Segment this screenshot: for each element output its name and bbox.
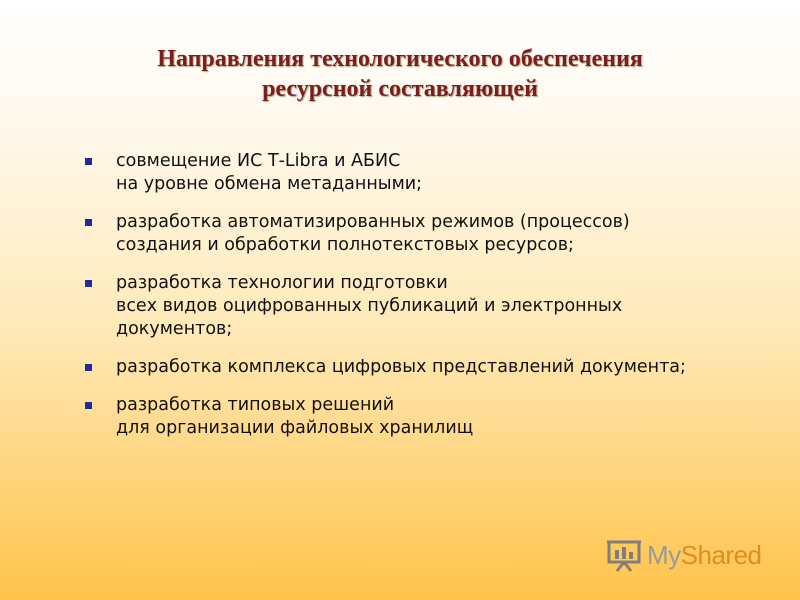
square-bullet-icon (85, 364, 92, 371)
slide-title-line: Направления технологического обеспечения (157, 46, 643, 72)
slide-title-line: ресурсной составляющей (262, 76, 538, 102)
list-item (82, 356, 762, 379)
list-item (82, 272, 762, 341)
square-bullet-icon (85, 219, 92, 226)
list-item-text: разработка типовых решений (116, 395, 395, 415)
presentation-board-icon (605, 538, 643, 572)
list-item-text: совмещение ИС Т-Libra и АБИС (116, 151, 401, 171)
list-item-text: на уровне обмена метаданными; (116, 174, 423, 194)
list-item (82, 150, 762, 196)
bullet-list (82, 150, 762, 455)
list-item (82, 394, 762, 440)
watermark-text-shared: Shared (680, 540, 762, 570)
myshared-watermark[interactable] (605, 538, 765, 574)
list-item-text: для организации файловых хранилищ (116, 418, 474, 438)
watermark-text-my: My (647, 540, 681, 570)
list-item-text: всех видов оцифрованных публикаций и электронных (116, 296, 623, 316)
list-item-text: разработка автоматизированных режимов (процессов) (116, 212, 630, 232)
list-item-text: разработка комплекса цифровых представлений документа; (116, 357, 686, 377)
square-bullet-icon (85, 402, 92, 409)
square-bullet-icon (85, 158, 92, 165)
list-item-text: документов; (116, 319, 233, 339)
watermark-text (647, 540, 762, 570)
list-item (82, 211, 762, 257)
list-item-text: создания и обработки полнотекстовых ресурсов; (116, 235, 574, 255)
slide-title (0, 44, 800, 104)
list-item-text: разработка технологии подготовки (116, 273, 448, 293)
square-bullet-icon (85, 280, 92, 287)
